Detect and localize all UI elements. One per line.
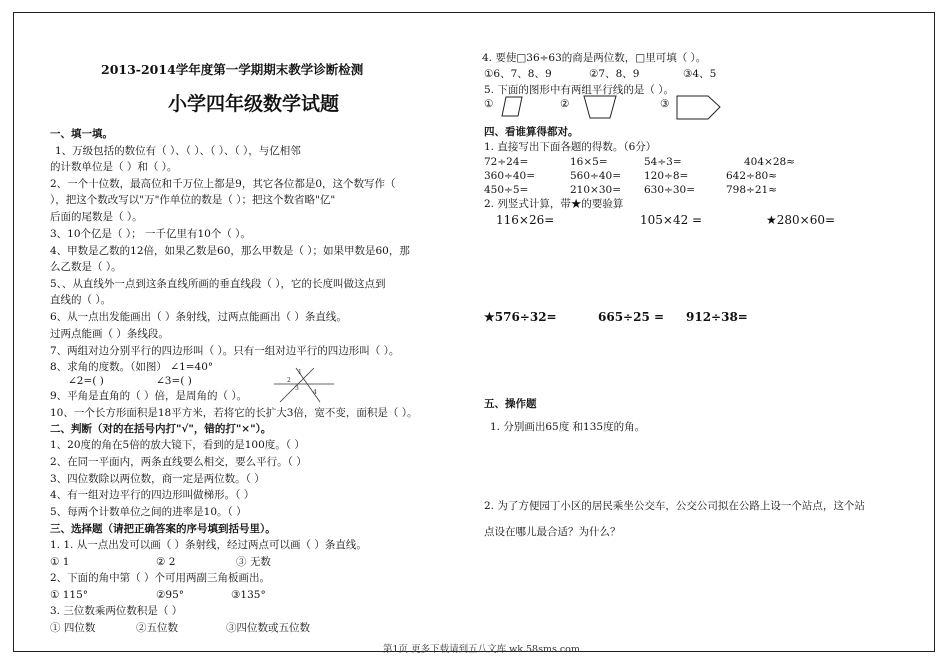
angle-3-answer: ∠3=( ) [156, 375, 192, 387]
choice-3-option-2: ②五位数 [136, 622, 178, 634]
operation-1: 1. 分别画出65度 和135度的角。 [490, 421, 646, 433]
vertical-calc-1: 116×26= [496, 213, 555, 227]
choice-2-option-2: ②95° [156, 589, 185, 601]
question-7: 7、两组对边分别平行的四边形叫（ ）。只有一组对边平行的四边形叫（ ）。 [50, 345, 400, 357]
angle-figure [270, 364, 340, 404]
figure-label-1: 1 [298, 369, 302, 376]
page-footer: 第1页 更多下载请到五八文库 wk.58sms.com [383, 644, 580, 655]
question-10: 10、一个长方形面积是18平方米，若将它的长扩大3倍，宽不变，面积是（ ）。 [50, 407, 418, 419]
question-1-line-2: 的计数单位是（ ）和（ ）。 [50, 161, 178, 173]
section-3-heading: 三、选择题（请把正确答案的序号填到括号里）。 [50, 523, 276, 535]
choice-2: 2、下面的角中第（ ）个可用两副三角板画出。 [50, 572, 271, 584]
exam-subtitle: 小学四年级数学试题 [168, 93, 340, 115]
question-2-line-1: 2、一个十位数，最高位和千万位上都是9，其它各位都是0，这个数写作（ [50, 178, 396, 190]
choice-4-option-3: ③4、5 [683, 68, 717, 80]
question-6-line-1: 6、从一点出发能画出（ ）条射线，过两点能画出（ ）条直线。 [50, 311, 347, 323]
question-4-line-2: 么乙数是（ ）。 [50, 261, 122, 273]
choice-4-option-1: ①6、7、8、9 [484, 68, 552, 80]
choice-4-option-2: ②7、8、9 [589, 68, 640, 80]
judge-2: 2、在同一平面内，两条直线要么相交，要么平行。（ ） [50, 456, 307, 468]
mental-r2-c4: 642÷80≈ [726, 170, 777, 182]
question-5-line-1: 5、、从直线外一点到这条直线所画的垂直线段（ ），它的长度叫做这点到 [50, 278, 386, 290]
choice-3: 3. 三位数乘两位数积是（ ） [50, 605, 183, 617]
choice-2-option-3: ③135° [231, 589, 266, 601]
question-5-line-2: 直线的（ ）。 [50, 294, 112, 306]
question-2-line-2: ），把这个数改写以"万"作单位的数是（ ）；把这个数省略"亿" [50, 194, 336, 206]
section-4-heading: 四、看谁算得都对。 [484, 126, 579, 138]
trapezoid-shape [580, 94, 620, 120]
mental-r3-c3: 630÷30= [644, 184, 695, 196]
question-6-line-2: 过两点能画（ ）条线段。 [50, 328, 169, 340]
question-8-line-1: 8、求角的度数。（如图） ∠1=40° [50, 361, 214, 373]
question-4-line-1: 4、甲数是乙数的12倍，如果乙数是60，那么甲数是（ ）；如果甲数是60，那 [50, 245, 410, 257]
question-2-line-3: 后面的尾数是（ ）。 [50, 211, 143, 223]
section-4-part-1: 1. 直接写出下面各题的得数。（6分） [484, 141, 657, 153]
figure-label-2: 2 [287, 377, 291, 384]
operation-2-line-2: 点设在哪儿最合适？为什么？ [484, 526, 621, 538]
section-5-heading: 五、操作题 [484, 398, 537, 410]
figure-label-4: 4 [313, 389, 317, 396]
question-9: 9、平角是直角的（ ）倍，是周角的（ ）。 [50, 390, 248, 402]
parallelogram-shape [500, 96, 524, 118]
choice-1-option-2: ② 2 [156, 556, 176, 568]
mental-r1-c2: 16×5= [570, 156, 608, 168]
mental-r3-c4: 798÷21≈ [726, 184, 777, 196]
choice-3-option-1: ① 四位数 [50, 622, 96, 634]
mental-r3-c1: 450÷5= [484, 184, 529, 196]
question-3: 3、10个亿是（ ）； 一千亿里有10个（ ）。 [50, 228, 251, 240]
choice-5: 5. 下面的图形中有两组平行线的是（ ）。 [484, 84, 674, 96]
vertical-calc-6: 912÷38= [686, 310, 748, 324]
judge-5: 5、每两个计数单位之间的进率是10。（ ） [50, 506, 247, 518]
vertical-calc-5: 665÷25 = [598, 310, 665, 324]
operation-2-line-1: 2. 为了方便园丁小区的居民乘坐公交车，公交公司拟在公路上设一个站点，这个站 [484, 500, 865, 512]
mental-r2-c1: 360÷40= [484, 170, 535, 182]
choice-5-option-3-label: ③ [660, 98, 670, 110]
mental-r2-c2: 560÷40= [570, 170, 621, 182]
exam-title: 2013-2014学年度第一学期期末教学诊断检测 [101, 62, 364, 77]
choice-2-option-1: ① 115° [50, 589, 89, 601]
judge-3: 3、四位数除以两位数，商一定是两位数。（ ） [50, 473, 265, 485]
mental-r1-c4: 404×28≈ [744, 156, 795, 168]
choice-1-option-1: ① 1 [50, 556, 70, 568]
angle-2-answer: ∠2=( ) [68, 375, 104, 387]
question-1-line-1: 1、万级包括的数位有（ ）、（ ）、（ ）、（ ），与亿相邻 [55, 145, 301, 157]
choice-5-option-1-label: ① [484, 98, 494, 110]
vertical-calc-4: ★576÷32= [484, 310, 557, 324]
mental-r1-c1: 72÷24= [484, 156, 529, 168]
pentagon-shape [676, 94, 722, 122]
choice-1-option-3: ③ 无数 [236, 556, 271, 568]
choice-3-option-3: ③四位数或五位数 [226, 622, 310, 634]
choice-1: 1. 1. 从一点出发可以画（ ）条射线，经过两点可以画（ ）条直线。 [50, 539, 367, 551]
judge-4: 4、有一组对边平行的四边形叫做梯形。（ ） [50, 489, 255, 501]
section-2-heading: 二、判断（对的在括号内打"√"，错的打"×"）。 [50, 423, 272, 435]
mental-r1-c3: 54÷3= [644, 156, 682, 168]
vertical-calc-2: 105×42 = [640, 213, 703, 227]
figure-label-3: 3 [295, 385, 299, 392]
choice-5-option-2-label: ② [560, 98, 570, 110]
mental-r3-c2: 210×30= [570, 184, 621, 196]
section-1-heading: 一、填一填。 [50, 128, 113, 140]
section-4-part-2: 2. 列竖式计算，带★的要验算 [484, 198, 624, 210]
mental-r2-c3: 120÷8= [644, 170, 689, 182]
judge-1: 1、20度的角在5倍的放大镜下，看到的是100度。（ ） [50, 439, 305, 451]
choice-4: 4. 要使□36÷63的商是两位数，□里可填（ ）。 [482, 52, 707, 64]
vertical-calc-3: ★280×60= [766, 213, 836, 227]
